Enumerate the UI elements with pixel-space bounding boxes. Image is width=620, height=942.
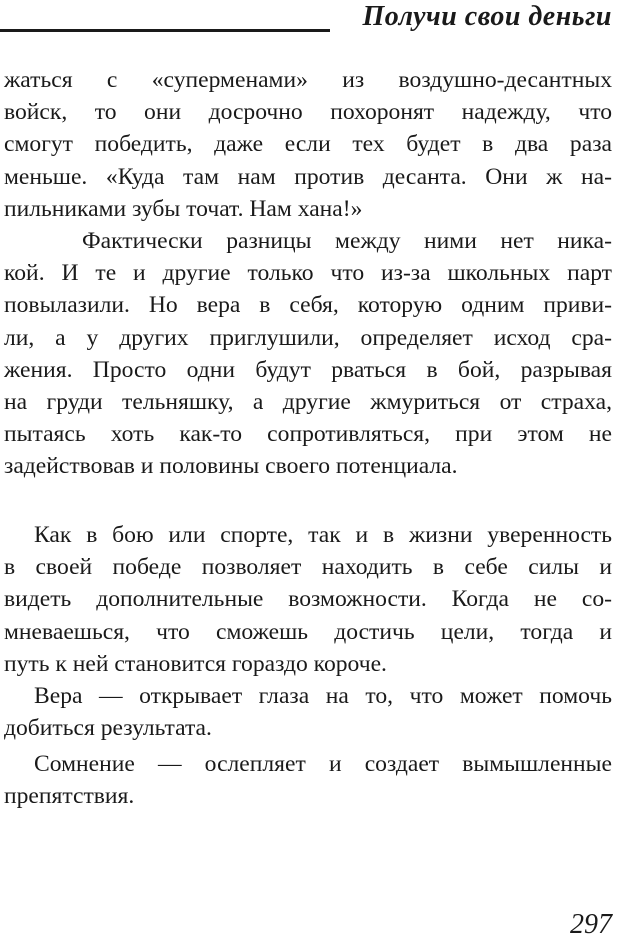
paragraph-3 bbox=[4, 519, 612, 680]
text-line: ли, а у других приглушили, определяет исход сра- bbox=[4, 324, 612, 351]
paragraph-4 bbox=[4, 680, 612, 744]
text-line: смогут победить, даже если тех будет в два раза bbox=[4, 131, 612, 158]
text-line: мневаешься, что сможешь достичь цели, тогда и bbox=[4, 618, 612, 645]
text-line: препятствия. bbox=[4, 783, 135, 810]
text-line: пытаясь хоть как-то сопротивляться, при этом не bbox=[4, 421, 612, 448]
text-line: повылазили. Но вера в себя, которую одним приви- bbox=[4, 292, 612, 319]
text-line: добиться результата. bbox=[4, 715, 212, 742]
text-line: видеть дополнительные возможности. Когда не со- bbox=[4, 586, 612, 613]
text-line: Фактически разницы между ними нет ника- bbox=[82, 228, 612, 254]
text-line: жаться с «суперменами» из воздушно-десантных bbox=[4, 67, 612, 93]
header-rule bbox=[0, 29, 330, 32]
text-line: кой. И те и другие только что из-за школьных парт bbox=[4, 260, 612, 287]
text-line: в своей победе позволяет находить в себе силы и bbox=[4, 554, 612, 581]
paragraph-2 bbox=[4, 225, 612, 483]
text-line: меньше. «Куда там нам против десанта. Они ж на- bbox=[4, 163, 612, 190]
text-line: Сомнение — ослепляет и создает вымышленные bbox=[34, 751, 612, 777]
text-line: Вера — открывает глаза на то, что может помочь bbox=[34, 683, 612, 709]
text-line: путь к ней становится гораздо короче. bbox=[4, 650, 387, 677]
text-line: войск, то они досрочно похоронят надежду, что bbox=[4, 99, 612, 126]
paragraph-1 bbox=[4, 64, 612, 225]
page-number: 297 bbox=[570, 909, 612, 940]
text-line: на груди тельняшку, а другие жмуриться от страха, bbox=[4, 389, 612, 416]
text-line: Как в бою или спорте, так и в жизни уверенность bbox=[34, 522, 612, 548]
text-line: задействовав и половины своего потенциала. bbox=[4, 453, 458, 480]
paragraph-5 bbox=[4, 748, 612, 812]
running-title: Получи свои деньги bbox=[362, 1, 612, 32]
text-line: пильниками зубы точат. Нам хана!» bbox=[4, 195, 363, 222]
text-line: жения. Просто одни будут рваться в бой, разрывая bbox=[4, 356, 612, 383]
